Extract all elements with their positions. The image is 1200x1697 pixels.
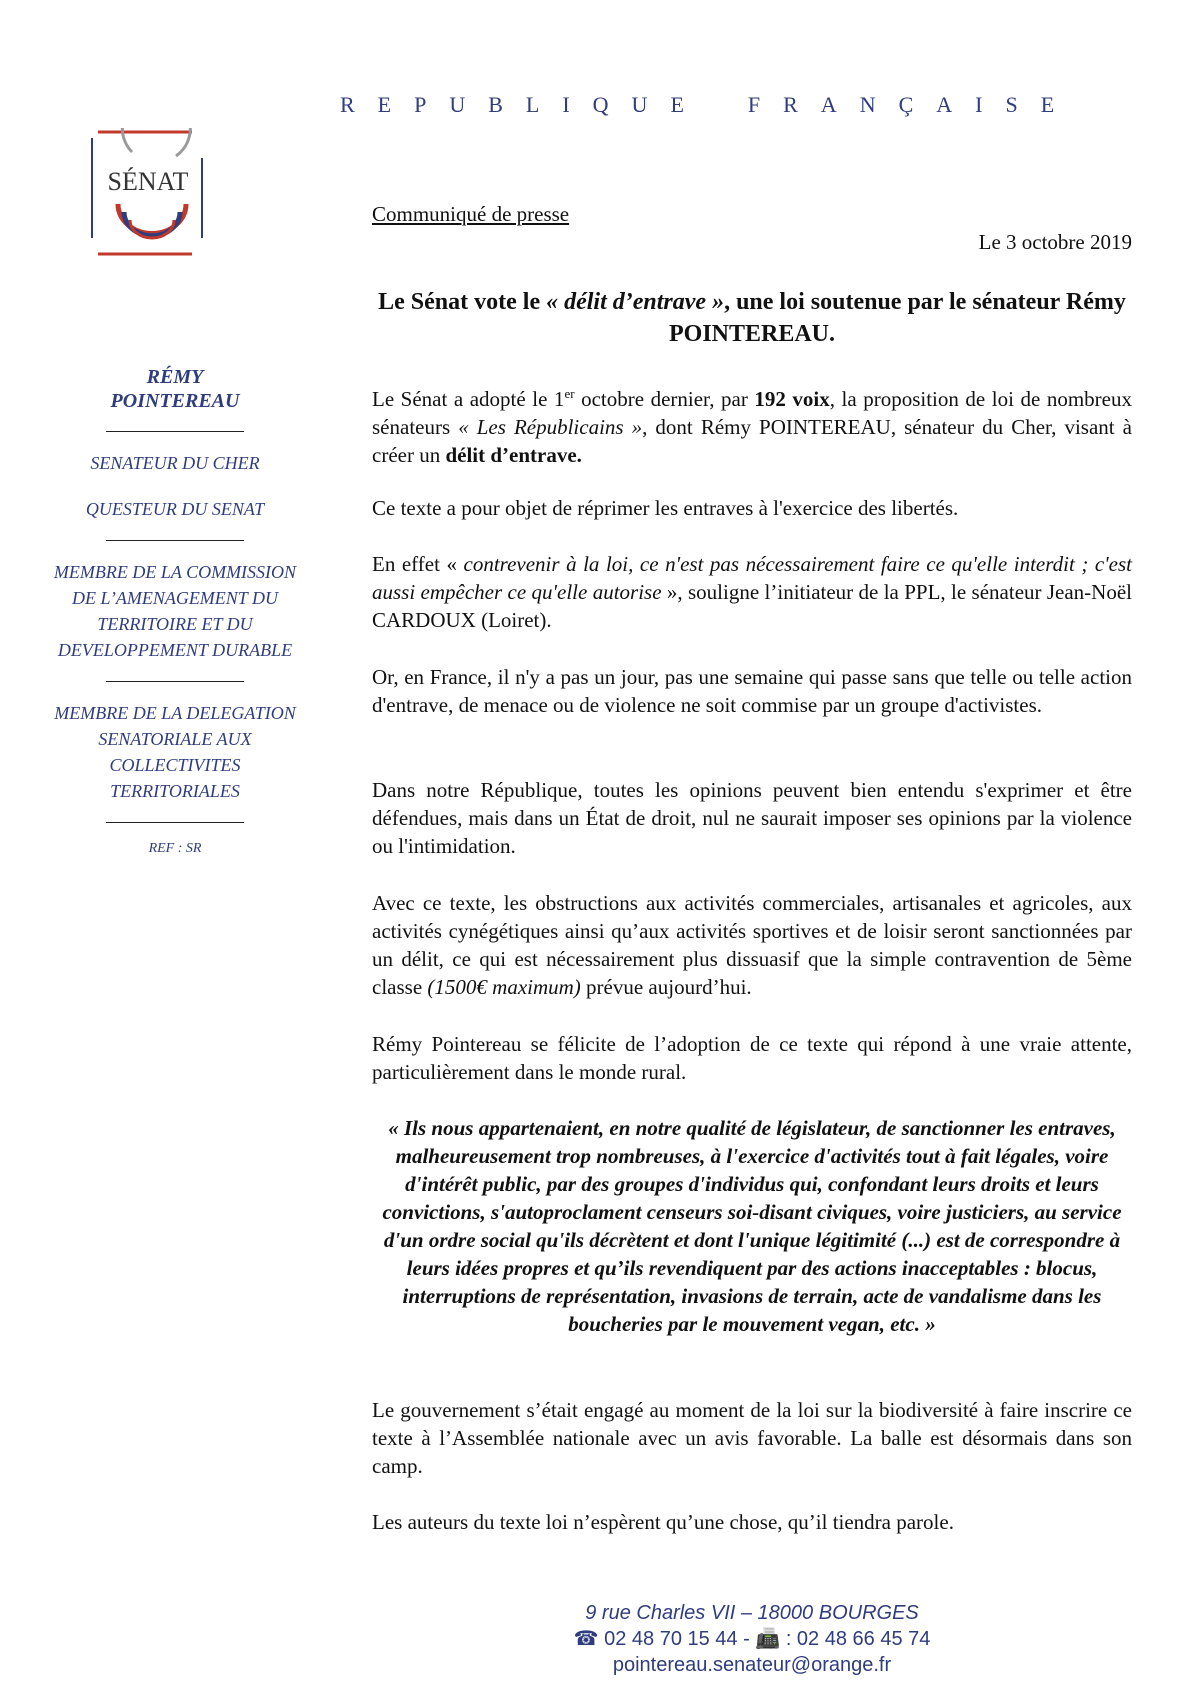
divider [106, 681, 244, 682]
sidebar-member1-line: DEVELOPPEMENT DURABLE [57, 640, 293, 660]
sidebar-member2-line: COLLECTIVITES [109, 755, 241, 775]
logo-text: SÉNAT [107, 167, 189, 196]
sidebar-ref: REF : SR [148, 841, 202, 856]
sidebar-member2-line: MEMBRE DE LA DELEGATION [54, 703, 296, 723]
republique-francaise-header [340, 92, 1100, 118]
header-republique: REPUBLIQUE [340, 92, 707, 117]
paragraph-5: Dans notre République, toutes les opinions peuvent bien entendu s'exprimer et être défendues, mais dans un État de droit, nul ne saurait imposer ses opinions par la violence ou l'intimidation. [372, 778, 1132, 858]
paragraph-8: Le gouvernement s’était engagé au moment de la loi sur la biodiversité à faire inscrire ce texte à l’Assemblée nationale avec un avis favorable. La balle est désormais dans son camp. [372, 1398, 1132, 1478]
divider [106, 540, 244, 541]
paragraph-7: Rémy Pointereau se félicite de l’adoption de ce texte qui répond à une vraie attente, particulièrement dans le monde rural. [372, 1032, 1132, 1084]
paragraph-2: Ce texte a pour objet de réprimer les entraves à l'exercice des libertés. [372, 496, 959, 520]
sidebar-role-questeur: QUESTEUR DU SENAT [85, 499, 265, 519]
sidebar-member2-line: TERRITORIALES [110, 781, 240, 801]
date: Le 3 octobre 2019 [978, 230, 1132, 254]
sidebar-member1-line: MEMBRE DE LA COMMISSION [53, 562, 297, 582]
paragraph-1: Le Sénat a adopté le 1er octobre dernier, par 192 voix, la proposition de loi de nombreux sénateurs « Les Républicains », dont Rémy POINTEREAU, sénateur du Cher, visant à créer un délit d’entrave. [372, 386, 1132, 467]
phone-icon: ☎ [573, 1628, 599, 1650]
sidebar-name-first: RÉMY [146, 366, 204, 388]
sidebar [40, 365, 310, 857]
fax-icon: 📠 [755, 1628, 781, 1650]
header-francaise: FRANÇAISE [747, 92, 1078, 117]
senator-quote: « Ils nous appartenaient, en notre qualité de législateur, de sanctionner les entraves, malheureusement trop nombreuses, à l'exercice d'activités tout à fait légales, voire d'intérêt public, par des groupes d'individus qui, confondant leurs droits et leurs convictions, s'autoproclament censeurs soi-disant civiques, voire justiciers, au service d'un ordre social qu'ils décrètent et dont l'unique légitimité (...) est de correspondre à leurs idées propres et qu’ils revendiquent par des actions inacceptables : blocus, interruptions de représentation, invasions de terrain, acte de vandalisme dans les boucheries par le mouvement vegan, etc. » [382, 1116, 1122, 1336]
paragraph-4: Or, en France, il n'y a pas un jour, pas une semaine qui passe sans que telle ou telle action d'entrave, de menace ou de violence ne soit commise par un groupe d'activistes. [372, 665, 1132, 717]
footer-tel: 02 48 70 15 44 [604, 1628, 738, 1650]
divider [106, 431, 244, 432]
footer-fax: : 02 48 66 45 74 [785, 1628, 931, 1650]
divider [106, 822, 244, 823]
paragraph-3: En effet « contrevenir à la loi, ce n'est pas nécessairement faire ce qu'elle interdit ; c'est aussi empêcher ce qu'elle autorise », souligne l’initiateur de la PPL, le sénateur Jean-Noël CARDOUX (Loiret). [372, 552, 1132, 632]
page-title: Le Sénat vote le « délit d’entrave », une loi soutenue par le sénateur Rémy POINTEREAU. [378, 289, 1126, 347]
sidebar-role-senateur: SENATEUR DU CHER [90, 453, 260, 473]
footer-address: 9 rue Charles VII – 18000 BOURGES [585, 1602, 919, 1624]
footer-phone-line: ☎ 02 48 70 15 44 - 📠 : 02 48 66 45 74 [573, 1628, 931, 1650]
paragraph-6: Avec ce texte, les obstructions aux activités commerciales, artisanales et agricoles, aux activités cynégétiques ainsi qu’aux activités sportives et de loisir seront sanctionnées par un délit, ce qui est nécessairement plus dissuasif que la simple contravention de 5ème classe (1500€ maximum) prévue aujourd’hui. [372, 891, 1132, 999]
sidebar-member2-line: SENATORIALE AUX [98, 729, 252, 749]
sidebar-member1-line: TERRITOIRE ET DU [97, 614, 253, 634]
communique-label: Communiqué de presse [372, 202, 570, 226]
footer [372, 1600, 1132, 1678]
paragraph-9: Les auteurs du texte loi n’espèrent qu’une chose, qu’il tiendra parole. [372, 1510, 954, 1534]
sidebar-member1-line: DE L’AMENAGEMENT DU [72, 588, 278, 608]
senat-logo [88, 128, 218, 258]
sidebar-name-last: POINTEREAU [110, 390, 240, 412]
footer-email[interactable]: pointereau.senateur@orange.fr [612, 1654, 892, 1676]
